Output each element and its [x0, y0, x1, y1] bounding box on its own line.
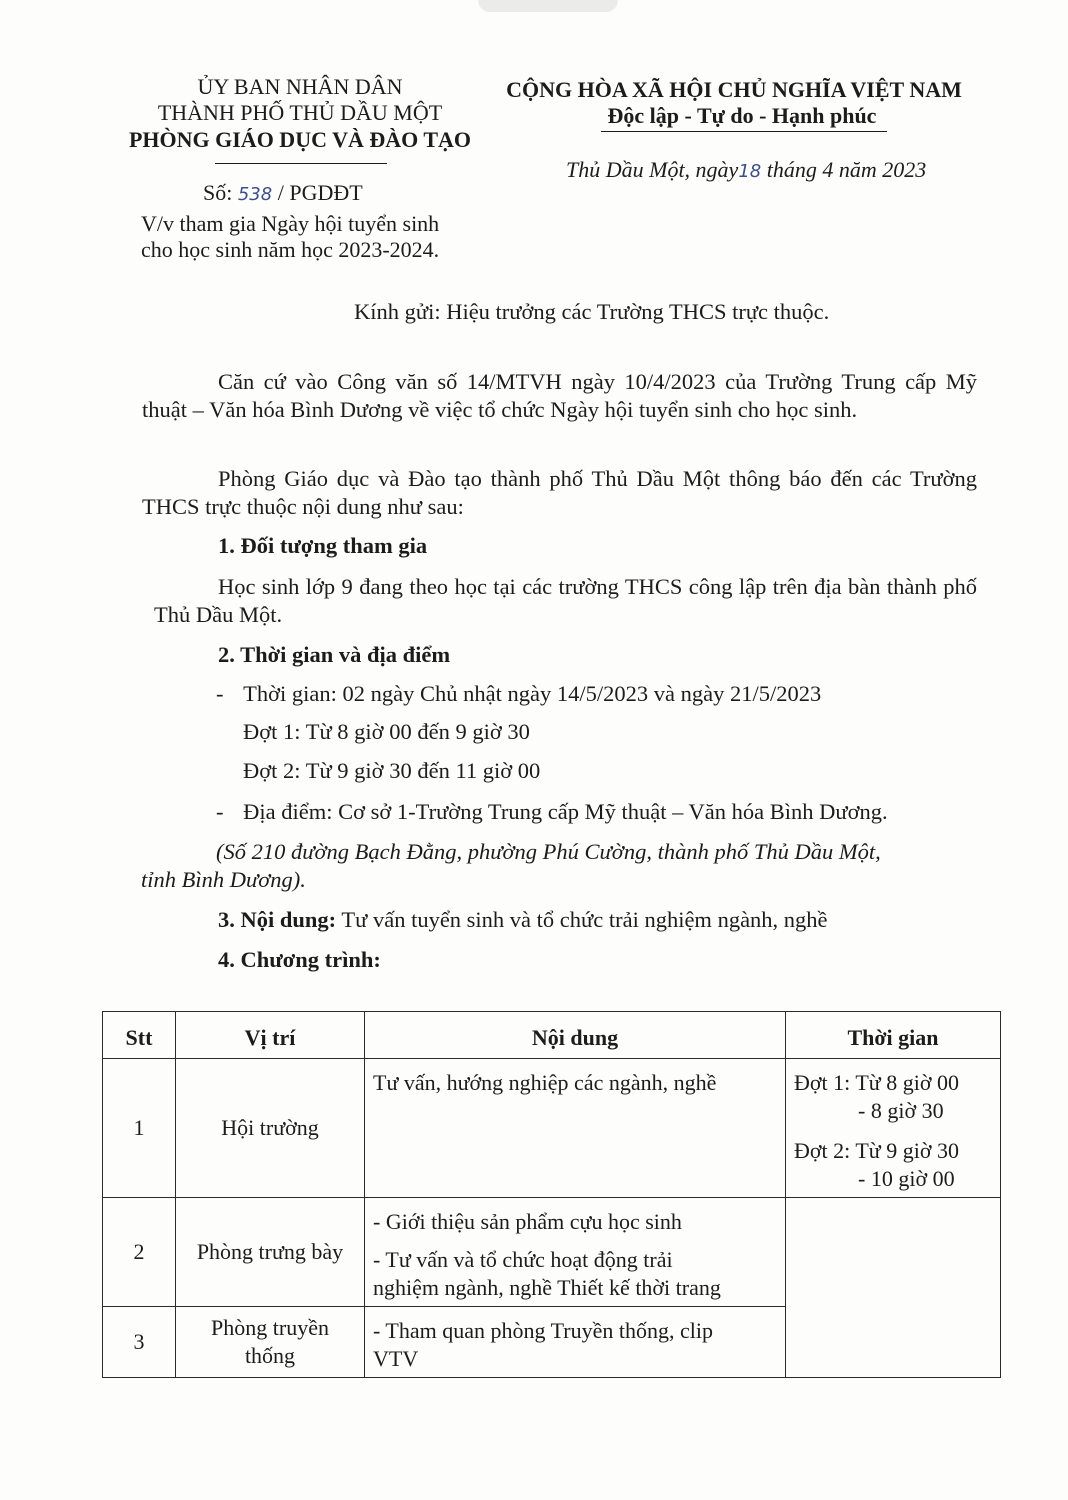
time-line: Đợt 2: Từ 9 giờ 30 [794, 1138, 959, 1163]
so-suffix: / PGDĐT [277, 180, 363, 205]
cell-vitri [176, 1307, 365, 1378]
cell-stt: 3 [103, 1307, 176, 1378]
motto-underline [601, 131, 887, 132]
paragraph-1: Căn cứ vào Công văn số 14/MTVH ngày 10/4/2023 của Trường Trung cấp Mỹ thuật – Văn hóa Bình Dương về việc tổ chức Ngày hội tuyển sinh cho học sinh. [142, 369, 977, 422]
national-motto: Độc lập - Tự do - Hạnh phúc [607, 103, 877, 128]
cell-thoigian-empty [786, 1198, 1001, 1378]
noidung-line: Tư vấn, hướng nghiệp các ngành, nghề [373, 1070, 717, 1095]
session-2: Đợt 2: Từ 9 giờ 30 đến 11 giờ 00 [243, 758, 541, 783]
noidung-line: VTV [373, 1346, 419, 1371]
cell-stt: 2 [103, 1198, 176, 1307]
cell-vitri: Phòng trưng bày [176, 1198, 365, 1307]
header-thoigian: Thời gian [786, 1012, 1001, 1059]
org-line-1: ỦY BAN NHÂN DÂN [197, 74, 403, 99]
bullet-dash: - [216, 799, 224, 824]
cell-noidung [365, 1307, 786, 1378]
place-text: Địa điểm: Cơ sở 1-Trường Trung cấp Mỹ thuật – Văn hóa Bình Dương. [243, 799, 888, 824]
org-line-2: THÀNH PHỐ THỦ DẦU MỘT [157, 100, 443, 125]
date-prefix: Thủ Dầu Một, ngày [566, 157, 739, 182]
document-number [203, 180, 363, 206]
time-item [216, 680, 821, 708]
section-1-title: 1. Đối tượng tham gia [218, 533, 428, 558]
cell-noidung [365, 1059, 786, 1198]
cell-stt: 1 [103, 1059, 176, 1198]
noidung-line: - Tư vấn và tổ chức hoạt động trải [373, 1247, 673, 1272]
org-underline [215, 163, 387, 164]
national-title: CỘNG HÒA XÃ HỘI CHỦ NGHĨA VIỆT NAM [506, 77, 962, 102]
header-vitri: Vị trí [176, 1012, 365, 1059]
address-line-1: (Số 210 đường Bạch Đằng, phường Phú Cường, thành phố Thủ Dầu Một, [216, 839, 881, 864]
cell-thoigian [786, 1059, 1001, 1198]
time-line: Đợt 1: Từ 8 giờ 00 [794, 1070, 959, 1095]
subject-line-2: cho học sinh năm học 2023-2024. [141, 237, 440, 262]
section-3 [218, 906, 828, 934]
paragraph-2: Phòng Giáo dục và Đào tạo thành phố Thủ Dầu Một thông báo đến các Trường THCS trực thuộc nội dung như sau: [142, 466, 977, 519]
header-noidung: Nội dung [365, 1012, 786, 1059]
program-table [102, 1011, 1001, 1378]
table-header-row [103, 1012, 1001, 1059]
time-text: Thời gian: 02 ngày Chủ nhật ngày 14/5/2023 và ngày 21/5/2023 [243, 681, 822, 706]
so-number-handwritten: 538 [237, 184, 273, 205]
date-suffix: tháng 4 năm 2023 [766, 157, 927, 182]
cell-vitri: Hội trường [176, 1059, 365, 1198]
place-item [216, 798, 888, 826]
scan-artifact [478, 0, 618, 12]
recipient-line: Kính gửi: Hiệu trưởng các Trường THCS trực thuộc. [354, 299, 830, 324]
vitri-line: Phòng truyền [211, 1315, 329, 1340]
date-line [566, 157, 926, 183]
vitri-line: thống [244, 1343, 296, 1368]
table-row [103, 1198, 1001, 1307]
table-row [103, 1059, 1001, 1198]
session-1: Đợt 1: Từ 8 giờ 00 đến 9 giờ 30 [243, 719, 530, 744]
section-1-text: Học sinh lớp 9 đang theo học tại các trường THCS công lập trên địa bàn thành phố Thủ Dầu Một. [154, 574, 977, 627]
org-line-3: PHÒNG GIÁO DỤC VÀ ĐÀO TẠO [128, 127, 472, 152]
section-2-title: 2. Thời gian và địa điểm [218, 642, 451, 667]
section-3-title: 3. Nội dung: [218, 907, 337, 932]
address-line-2: tỉnh Bình Dương). [141, 867, 306, 892]
so-label: Số: [203, 180, 233, 205]
time-line: - 8 giờ 30 [858, 1098, 944, 1123]
noidung-line: nghiệm ngành, nghề Thiết kế thời trang [373, 1275, 721, 1300]
date-day-handwritten: 18 [738, 161, 762, 182]
section-4-title: 4. Chương trình: [218, 947, 381, 972]
cell-noidung [365, 1198, 786, 1307]
subject-line-1: V/v tham gia Ngày hội tuyển sinh [141, 211, 440, 236]
time-line: - 10 giờ 00 [858, 1166, 955, 1191]
noidung-line: - Tham quan phòng Truyền thống, clip [373, 1318, 713, 1343]
noidung-line: - Giới thiệu sản phẩm cựu học sinh [373, 1209, 682, 1234]
section-3-text: Tư vấn tuyển sinh và tổ chức trải nghiệm ngành, nghề [341, 907, 828, 932]
header-stt: Stt [103, 1012, 176, 1059]
bullet-dash: - [216, 681, 224, 706]
